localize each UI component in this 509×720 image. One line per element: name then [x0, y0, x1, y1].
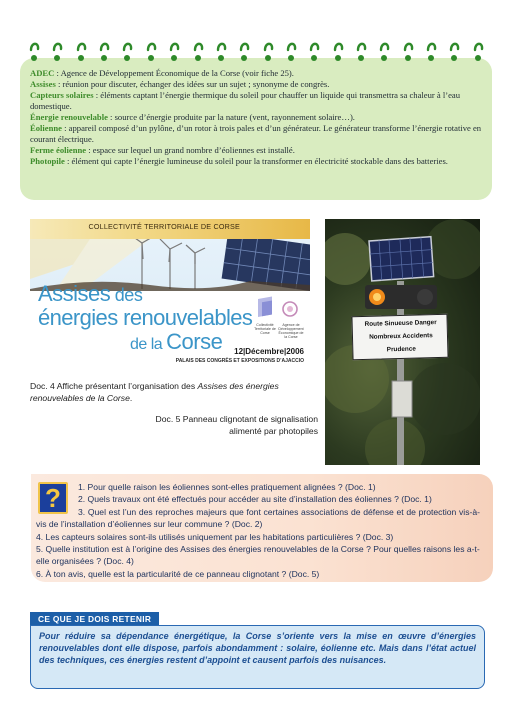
spiral-binding — [28, 40, 484, 62]
question-2: 2. Quels travaux ont été effectués pour accéder au site d’installation des éoliennes ? (Doc. 1) — [78, 494, 432, 505]
sign-line-3: Prudence — [386, 345, 416, 354]
sign-line-1: Route Sinueuse Danger — [364, 319, 437, 328]
glossary-entry — [30, 123, 482, 145]
glossary-entry — [30, 145, 482, 156]
question-5: 5. Quelle institution est à l’origine des Assises des énergies renouvelables de la Corse ? Pour quelles raisons les a-t-elle organisées ? (Doc. 4) — [36, 544, 480, 567]
glossary-definition: : source d’énergie produite par la nature (vent, rayonnement solaire…). — [107, 112, 355, 122]
spiral-ring-icon — [262, 40, 274, 62]
glossary-list — [30, 68, 482, 167]
glossary-definition: : réunion pour discuter, échanger des idées sur un sujet ; synonyme de congrès. — [55, 79, 330, 89]
glossary-entry — [30, 90, 482, 112]
spiral-ring-icon — [332, 40, 344, 62]
retenir-text: Pour réduire sa dépendance énergétique, la Corse s’oriente vers la mise en œuvre d’énergies renouvelables dont elle dispose, parfois abondamment : solaire, éolienne etc. Mais dans l’état actuel des techniques, ces énergies restent d’appoint et causent parfois des nuisances. — [39, 631, 476, 666]
glossary-term: Capteurs solaires — [30, 90, 94, 100]
spiral-ring-icon — [425, 40, 437, 62]
poster-date: 12|Décembre|2006 — [234, 347, 304, 356]
spiral-ring-icon — [472, 40, 484, 62]
questions-list — [36, 481, 480, 580]
glossary-definition: : espace sur lequel un grand nombre d’éoliennes est installé. — [86, 145, 295, 155]
glossary-term: Assises — [30, 79, 56, 89]
glossary-entry — [30, 79, 482, 90]
spiral-ring-icon — [192, 40, 204, 62]
glossary-box — [20, 58, 492, 200]
spiral-ring-icon — [168, 40, 180, 62]
retenir-label: CE QUE JE DOIS RETENIR — [30, 612, 159, 626]
spiral-ring-icon — [308, 40, 320, 62]
spiral-ring-icon — [355, 40, 367, 62]
glossary-term: Éolienne — [30, 123, 62, 133]
sign-line-2: Nombreux Accidents — [369, 332, 433, 341]
glossary-definition: : éléments captant l’énergie thermique du soleil pour chauffer un liquide qui transmettra sa chaleur à l’eau domestique. — [30, 90, 461, 111]
poster-collectivite: COLLECTIVITÉ TERRITORIALE DE CORSE — [88, 222, 240, 231]
question-3: 3. Quel est l’un des reproches majeurs que font certaines associations de défense et de protection vis-à-vis de l’installation d’éoliennes sur leur commune ? (Doc. 2) — [36, 506, 480, 530]
glossary-definition: : Agence de Développement Économique de la Corse (voir fiche 25). — [54, 68, 294, 78]
spiral-ring-icon — [75, 40, 87, 62]
spiral-ring-icon — [402, 40, 414, 62]
spiral-ring-icon — [145, 40, 157, 62]
adec-logo-label: Agence de Développement Économique de la Corse — [278, 323, 304, 339]
poster-doc4 — [30, 219, 310, 373]
question-mark-icon: ? — [38, 482, 68, 514]
poster-title-line3: de la Corse — [130, 329, 223, 354]
caption-doc5: Doc. 5 Panneau clignotant de signalisation alimenté par photopiles — [155, 414, 318, 436]
spiral-ring-icon — [378, 40, 390, 62]
spiral-ring-icon — [28, 40, 40, 62]
poster-place: PALAIS DES CONGRÈS ET EXPOSITIONS D’AJACCIO — [175, 358, 304, 364]
question-4: 4. Les capteurs solaires sont-ils utilisés uniquement par les habitations particulières ? (Doc. 3) — [36, 531, 394, 542]
glossary-entry — [30, 112, 482, 123]
glossary-definition: : appareil composé d’un pylône, d’un rotor à trois pales et d’un générateur. Le générateur transforme l’énergie rotative en courant électrique. — [30, 123, 482, 144]
glossary-term: Ferme éolienne — [30, 145, 87, 155]
caption-doc4: Doc. 4 Affiche présentant l’organisation des Assises des énergies renouvelables de la Corse. — [30, 381, 279, 403]
glossary-term: Énergie renouvelable — [30, 112, 108, 122]
spiral-ring-icon — [98, 40, 110, 62]
poster-title-line1: Assises des — [38, 281, 143, 306]
ctc-logo-icon — [258, 295, 274, 321]
glossary-term: Photopile — [30, 156, 65, 166]
glossary-term: ADEC — [30, 68, 55, 78]
spiral-ring-icon — [238, 40, 250, 62]
adec-logo-icon — [282, 299, 298, 321]
ctc-logo-label: Collectivité Territoriale de Corse — [254, 323, 276, 335]
poster-title-line2: énergies renouvelables — [38, 305, 253, 330]
spiral-ring-icon — [215, 40, 227, 62]
question-6: 6. À ton avis, quelle est la particularité de ce panneau clignotant ? (Doc. 5) — [36, 568, 320, 579]
glossary-entry — [30, 68, 482, 79]
question-1: 1. Pour quelle raison les éoliennes sont-elles pratiquement alignées ? (Doc. 1) — [78, 482, 376, 492]
spiral-ring-icon — [51, 40, 63, 62]
spiral-ring-icon — [121, 40, 133, 62]
warning-sign — [351, 314, 448, 360]
glossary-entry — [30, 156, 482, 167]
retenir-box — [30, 625, 485, 689]
spiral-ring-icon — [448, 40, 460, 62]
spiral-ring-icon — [285, 40, 297, 62]
glossary-definition: : élément qui capte l’énergie lumineuse du soleil pour la transformer en électricité stockable dans des batteries. — [64, 156, 448, 166]
